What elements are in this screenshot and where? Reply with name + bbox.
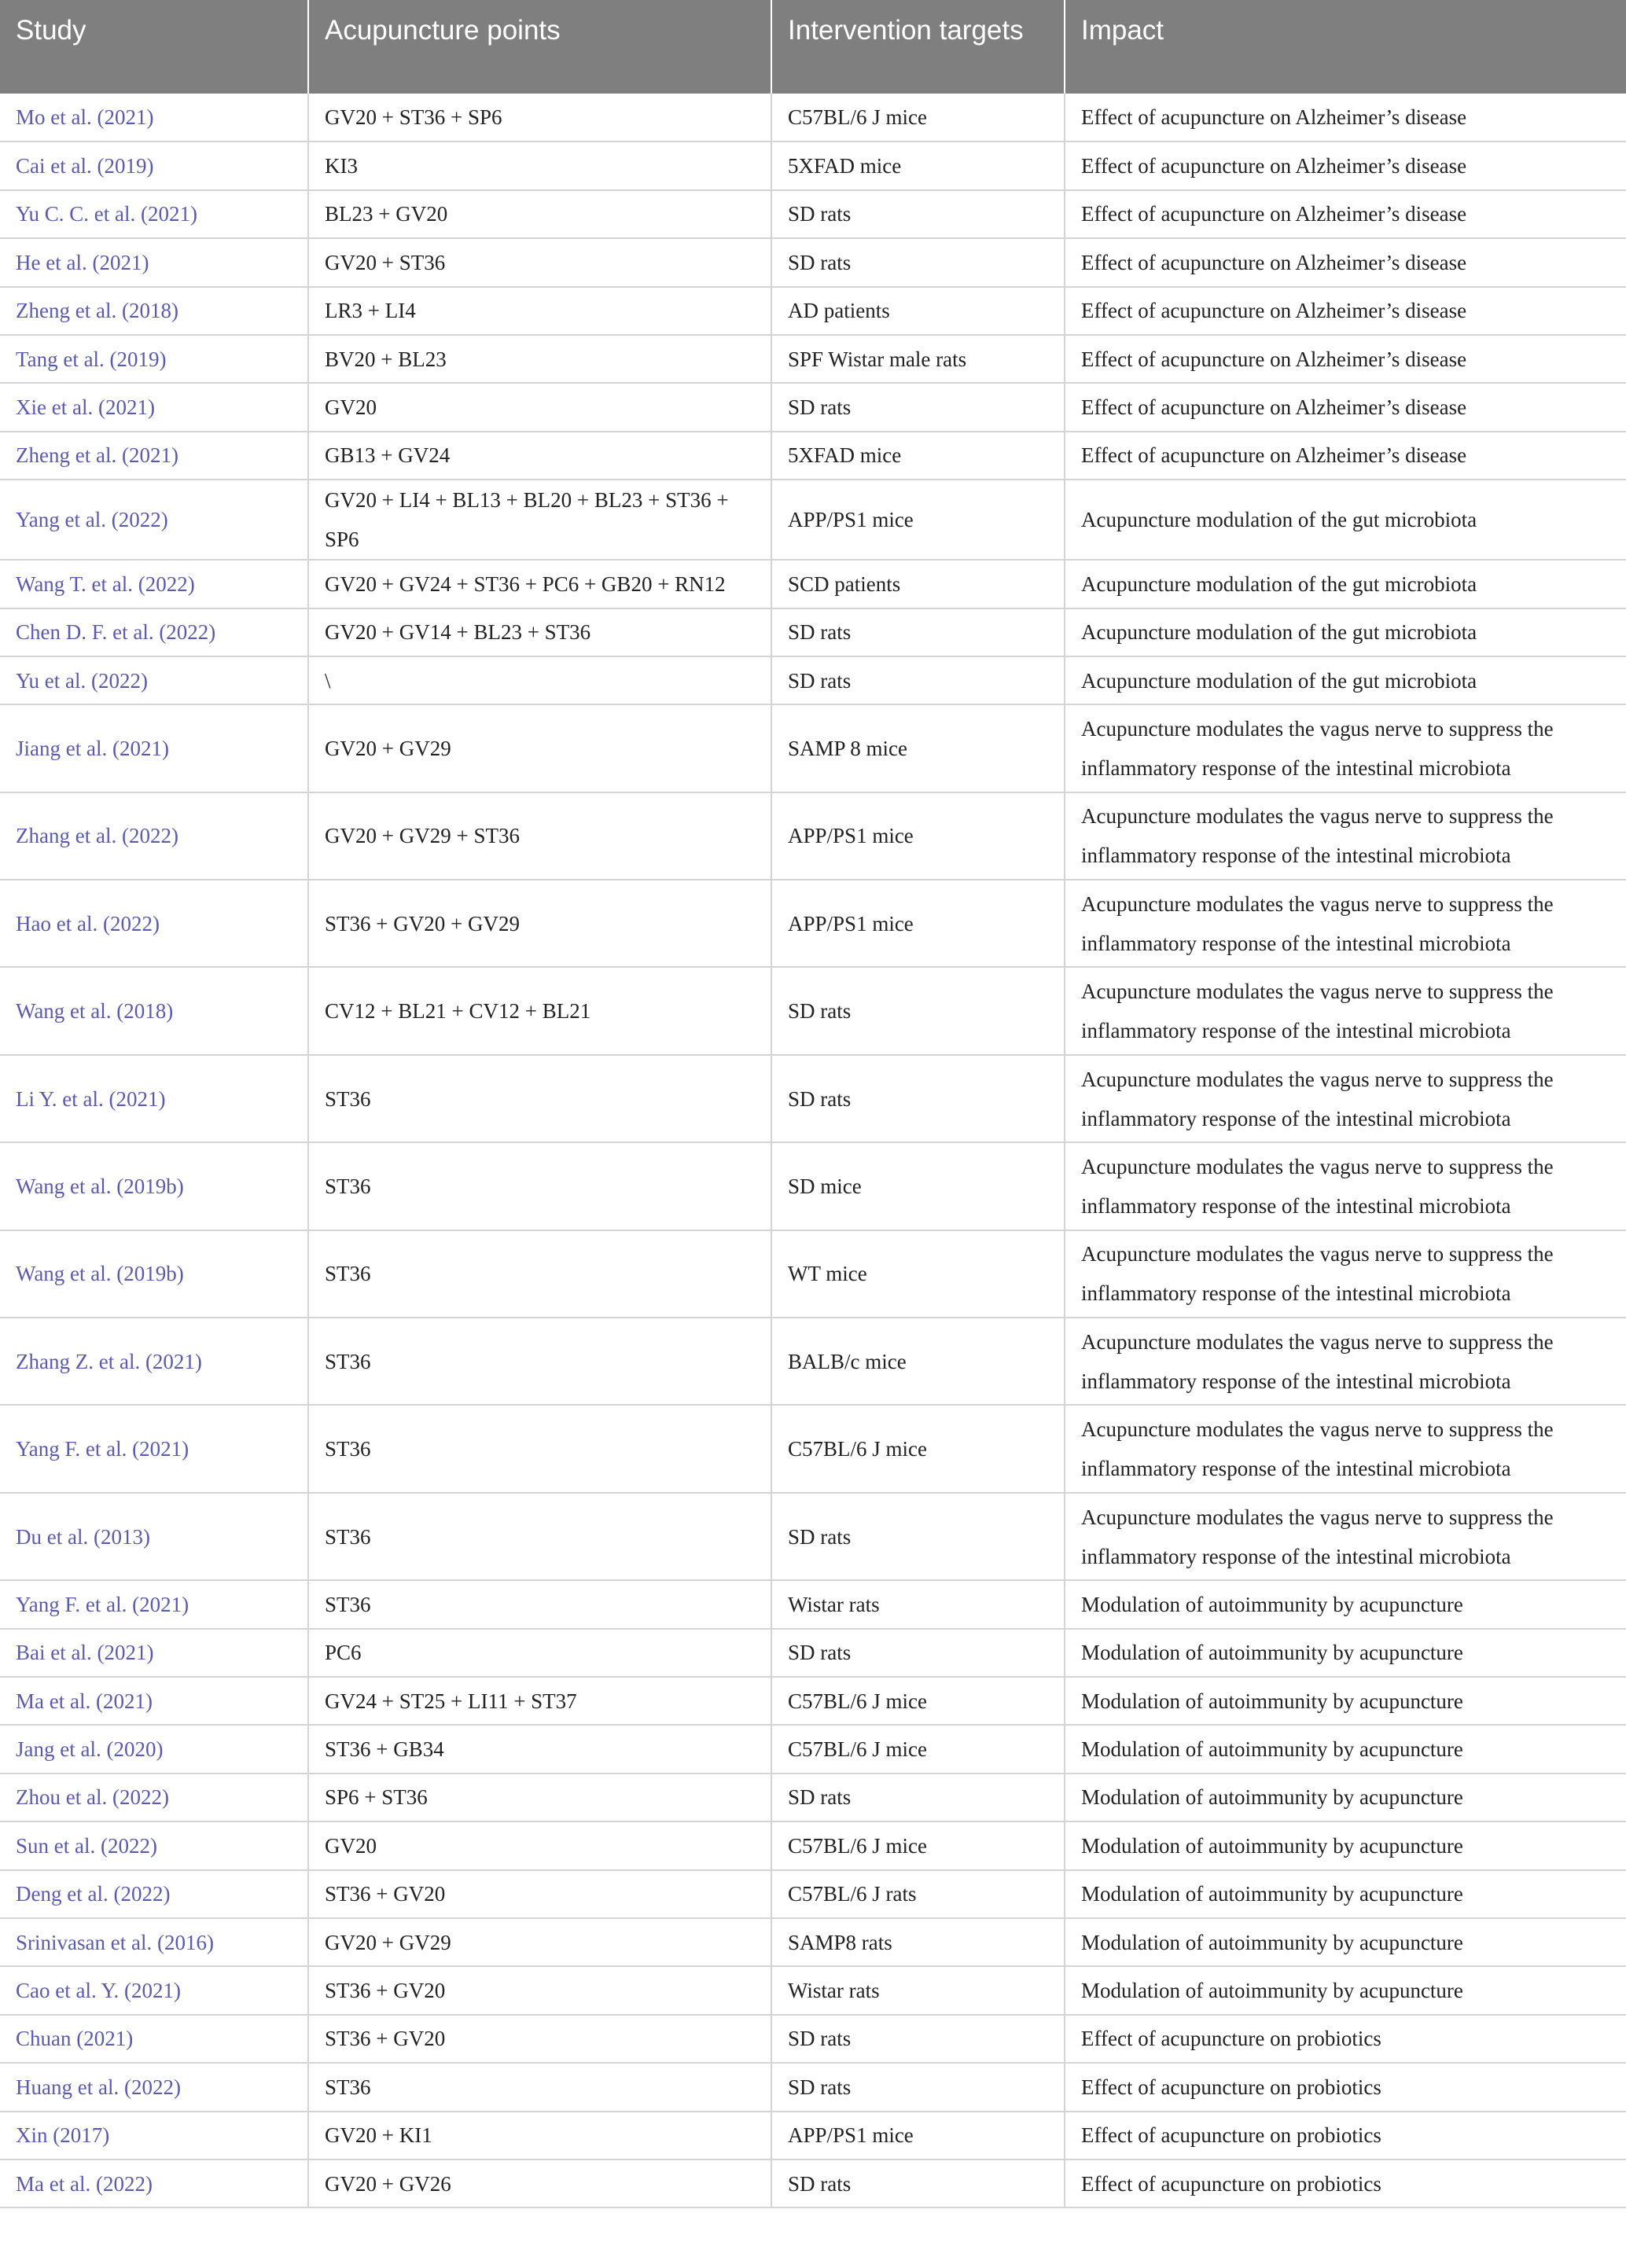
intervention-targets-cell: Wistar rats (771, 1966, 1065, 2014)
study-cell[interactable]: Ma et al. (2022) (0, 2160, 308, 2207)
study-cell[interactable]: Wang et al. (2019b) (0, 1230, 308, 1318)
impact-cell: Acupuncture modulation of the gut microbiota (1065, 608, 1626, 656)
intervention-targets-cell: SD rats (771, 967, 1065, 1054)
table-row (0, 608, 1626, 656)
impact-cell: Effect of acupuncture on Alzheimer’s disease (1065, 432, 1626, 480)
impact-cell: Acupuncture modulates the vagus nerve to suppress the inflammatory response of the intestinal microbiota (1065, 792, 1626, 880)
acupuncture-points-cell: GV20 + GV26 (308, 2160, 771, 2207)
impact-cell: Modulation of autoimmunity by acupuncture (1065, 1870, 1626, 1918)
study-cell[interactable]: Jang et al. (2020) (0, 1725, 308, 1773)
table-row (0, 432, 1626, 480)
intervention-targets-cell: APP/PS1 mice (771, 480, 1065, 560)
table-row (0, 2015, 1626, 2063)
intervention-targets-cell: SAMP 8 mice (771, 704, 1065, 792)
table-row (0, 1629, 1626, 1677)
study-cell[interactable]: Sun et al. (2022) (0, 1821, 308, 1869)
intervention-targets-cell: 5XFAD mice (771, 142, 1065, 189)
intervention-targets-cell: SD rats (771, 1629, 1065, 1677)
intervention-targets-cell: SCD patients (771, 560, 1065, 608)
study-cell[interactable]: Deng et al. (2022) (0, 1870, 308, 1918)
intervention-targets-cell: APP/PS1 mice (771, 792, 1065, 880)
table-row (0, 1405, 1626, 1492)
table-row (0, 1966, 1626, 2014)
study-cell[interactable]: Yu C. C. et al. (2021) (0, 190, 308, 238)
table-row (0, 190, 1626, 238)
header-row (0, 0, 1626, 94)
table-row (0, 2112, 1626, 2160)
table-row (0, 287, 1626, 335)
column-header-impact: Impact (1065, 0, 1626, 94)
impact-cell: Acupuncture modulates the vagus nerve to suppress the inflammatory response of the intestinal microbiota (1065, 1142, 1626, 1230)
impact-cell: Modulation of autoimmunity by acupuncture (1065, 1966, 1626, 2014)
impact-cell: Acupuncture modulation of the gut microbiota (1065, 656, 1626, 704)
intervention-targets-cell: WT mice (771, 1230, 1065, 1318)
study-cell[interactable]: Cai et al. (2019) (0, 142, 308, 189)
acupuncture-points-cell: GB13 + GV24 (308, 432, 771, 480)
acupuncture-points-cell: GV20 + ST36 + SP6 (308, 94, 771, 142)
impact-cell: Modulation of autoimmunity by acupuncture (1065, 1580, 1626, 1628)
table-row (0, 1918, 1626, 1966)
table-row (0, 1055, 1626, 1142)
table-row (0, 1142, 1626, 1230)
impact-cell: Effect of acupuncture on Alzheimer’s disease (1065, 94, 1626, 142)
intervention-targets-cell: 5XFAD mice (771, 432, 1065, 480)
table-row (0, 1870, 1626, 1918)
acupuncture-points-cell: ST36 (308, 1580, 771, 1628)
table-header (0, 0, 1626, 94)
table-row (0, 792, 1626, 880)
impact-cell: Modulation of autoimmunity by acupuncture (1065, 1918, 1626, 1966)
acupuncture-points-cell: KI3 (308, 142, 771, 189)
acupuncture-points-cell: ST36 + GB34 (308, 1725, 771, 1773)
table-row (0, 1774, 1626, 1821)
intervention-targets-cell: SPF Wistar male rats (771, 335, 1065, 383)
intervention-targets-cell: Wistar rats (771, 1580, 1065, 1628)
impact-cell: Modulation of autoimmunity by acupuncture (1065, 1677, 1626, 1725)
study-cell[interactable]: Chen D. F. et al. (2022) (0, 608, 308, 656)
acupuncture-points-cell: ST36 (308, 1055, 771, 1142)
impact-cell: Effect of acupuncture on Alzheimer’s disease (1065, 190, 1626, 238)
intervention-targets-cell: BALB/c mice (771, 1318, 1065, 1405)
impact-cell: Acupuncture modulates the vagus nerve to suppress the inflammatory response of the intestinal microbiota (1065, 1318, 1626, 1405)
impact-cell: Effect of acupuncture on probiotics (1065, 2112, 1626, 2160)
acupuncture-points-cell: GV20 (308, 1821, 771, 1869)
acupuncture-points-cell: ST36 (308, 2063, 771, 2111)
table-row (0, 560, 1626, 608)
acupuncture-points-cell: GV20 + GV14 + BL23 + ST36 (308, 608, 771, 656)
impact-cell: Acupuncture modulates the vagus nerve to suppress the inflammatory response of the intestinal microbiota (1065, 1493, 1626, 1580)
study-cell[interactable]: Du et al. (2013) (0, 1493, 308, 1580)
study-cell[interactable]: Ma et al. (2021) (0, 1677, 308, 1725)
intervention-targets-cell: C57BL/6 J mice (771, 1677, 1065, 1725)
acupuncture-points-cell: ST36 (308, 1318, 771, 1405)
study-cell[interactable]: Yang et al. (2022) (0, 480, 308, 560)
study-cell[interactable]: Mo et al. (2021) (0, 94, 308, 142)
study-cell[interactable]: Huang et al. (2022) (0, 2063, 308, 2111)
impact-cell: Modulation of autoimmunity by acupuncture (1065, 1725, 1626, 1773)
study-cell[interactable]: Tang et al. (2019) (0, 335, 308, 383)
acupuncture-points-cell: ST36 + GV20 + GV29 (308, 880, 771, 967)
intervention-targets-cell: C57BL/6 J mice (771, 94, 1065, 142)
intervention-targets-cell: AD patients (771, 287, 1065, 335)
impact-cell: Acupuncture modulates the vagus nerve to suppress the inflammatory response of the intestinal microbiota (1065, 704, 1626, 792)
acupuncture-points-cell: GV20 + GV29 + ST36 (308, 792, 771, 880)
impact-cell: Acupuncture modulation of the gut microbiota (1065, 560, 1626, 608)
impact-cell: Effect of acupuncture on Alzheimer’s disease (1065, 383, 1626, 431)
acupuncture-points-cell: SP6 + ST36 (308, 1774, 771, 1821)
study-cell[interactable]: Zhang Z. et al. (2021) (0, 1318, 308, 1405)
intervention-targets-cell: SD rats (771, 1055, 1065, 1142)
table-row (0, 1725, 1626, 1773)
intervention-targets-cell: SD rats (771, 1774, 1065, 1821)
column-header-acupuncture-points: Acupuncture points (308, 0, 771, 94)
intervention-targets-cell: SAMP8 rats (771, 1918, 1065, 1966)
table-row (0, 142, 1626, 189)
table-row (0, 1677, 1626, 1725)
study-cell[interactable]: Srinivasan et al. (2016) (0, 1918, 308, 1966)
table-row (0, 2160, 1626, 2207)
intervention-targets-cell: C57BL/6 J mice (771, 1405, 1065, 1492)
acupuncture-points-cell: GV20 + GV29 (308, 1918, 771, 1966)
acupuncture-points-cell: GV20 + GV24 + ST36 + PC6 + GB20 + RN12 (308, 560, 771, 608)
acupuncture-points-cell: GV20 (308, 383, 771, 431)
study-cell[interactable]: Bai et al. (2021) (0, 1629, 308, 1677)
acupuncture-points-cell: ST36 (308, 1230, 771, 1318)
acupuncture-points-cell: \ (308, 656, 771, 704)
study-cell[interactable]: He et al. (2021) (0, 238, 308, 286)
acupuncture-points-cell: ST36 + GV20 (308, 1870, 771, 1918)
table-row (0, 2063, 1626, 2111)
impact-cell: Effect of acupuncture on Alzheimer’s disease (1065, 335, 1626, 383)
intervention-targets-cell: SD rats (771, 2063, 1065, 2111)
study-cell[interactable]: Cao et al. Y. (2021) (0, 1966, 308, 2014)
table-row (0, 1580, 1626, 1628)
acupuncture-points-cell: ST36 + GV20 (308, 2015, 771, 2063)
intervention-targets-cell: APP/PS1 mice (771, 880, 1065, 967)
study-cell[interactable]: Jiang et al. (2021) (0, 704, 308, 792)
intervention-targets-cell: APP/PS1 mice (771, 2112, 1065, 2160)
impact-cell: Acupuncture modulates the vagus nerve to suppress the inflammatory response of the intestinal microbiota (1065, 880, 1626, 967)
study-cell[interactable]: Li Y. et al. (2021) (0, 1055, 308, 1142)
column-header-intervention-targets: Intervention targets (771, 0, 1065, 94)
study-cell[interactable]: Wang T. et al. (2022) (0, 560, 308, 608)
table-row (0, 967, 1626, 1054)
acupuncture-points-cell: GV20 + ST36 (308, 238, 771, 286)
table-body (0, 94, 1626, 2207)
impact-cell: Effect of acupuncture on probiotics (1065, 2063, 1626, 2111)
acupuncture-points-cell: ST36 + GV20 (308, 1966, 771, 2014)
intervention-targets-cell: SD rats (771, 656, 1065, 704)
study-cell[interactable]: Yu et al. (2022) (0, 656, 308, 704)
acupuncture-points-cell: ST36 (308, 1142, 771, 1230)
intervention-targets-cell: SD mice (771, 1142, 1065, 1230)
table-row (0, 704, 1626, 792)
study-cell[interactable]: Zheng et al. (2018) (0, 287, 308, 335)
impact-cell: Effect of acupuncture on Alzheimer’s disease (1065, 238, 1626, 286)
acupuncture-points-cell: BL23 + GV20 (308, 190, 771, 238)
intervention-targets-cell: SD rats (771, 190, 1065, 238)
impact-cell: Acupuncture modulates the vagus nerve to suppress the inflammatory response of the intestinal microbiota (1065, 1055, 1626, 1142)
acupuncture-points-cell: GV20 + KI1 (308, 2112, 771, 2160)
study-cell[interactable]: Yang F. et al. (2021) (0, 1580, 308, 1628)
intervention-targets-cell: C57BL/6 J rats (771, 1870, 1065, 1918)
acupuncture-points-cell: BV20 + BL23 (308, 335, 771, 383)
intervention-targets-cell: SD rats (771, 2160, 1065, 2207)
table-row (0, 1821, 1626, 1869)
table-row (0, 880, 1626, 967)
impact-cell: Modulation of autoimmunity by acupuncture (1065, 1629, 1626, 1677)
intervention-targets-cell: SD rats (771, 1493, 1065, 1580)
impact-cell: Effect of acupuncture on probiotics (1065, 2015, 1626, 2063)
impact-cell: Effect of acupuncture on probiotics (1065, 2160, 1626, 2207)
intervention-targets-cell: SD rats (771, 383, 1065, 431)
table-row (0, 383, 1626, 431)
study-cell[interactable]: Zhang et al. (2022) (0, 792, 308, 880)
study-cell[interactable]: Xie et al. (2021) (0, 383, 308, 431)
intervention-targets-cell: SD rats (771, 2015, 1065, 2063)
impact-cell: Effect of acupuncture on Alzheimer’s disease (1065, 287, 1626, 335)
table-row (0, 1230, 1626, 1318)
acupuncture-points-cell: ST36 (308, 1493, 771, 1580)
column-header-study: Study (0, 0, 308, 94)
intervention-targets-cell: C57BL/6 J mice (771, 1821, 1065, 1869)
table-row (0, 335, 1626, 383)
study-cell[interactable]: Zheng et al. (2021) (0, 432, 308, 480)
study-cell[interactable]: Hao et al. (2022) (0, 880, 308, 967)
acupuncture-points-cell: ST36 (308, 1405, 771, 1492)
study-cell[interactable]: Chuan (2021) (0, 2015, 308, 2063)
impact-cell: Effect of acupuncture on Alzheimer’s disease (1065, 142, 1626, 189)
impact-cell: Acupuncture modulates the vagus nerve to suppress the inflammatory response of the intestinal microbiota (1065, 1405, 1626, 1492)
table-row (0, 1318, 1626, 1405)
table-row (0, 238, 1626, 286)
study-cell[interactable]: Wang et al. (2018) (0, 967, 308, 1054)
acupuncture-points-cell: CV12 + BL21 + CV12 + BL21 (308, 967, 771, 1054)
impact-cell: Acupuncture modulation of the gut microbiota (1065, 480, 1626, 560)
intervention-targets-cell: SD rats (771, 608, 1065, 656)
study-cell[interactable]: Wang et al. (2019b) (0, 1142, 308, 1230)
impact-cell: Modulation of autoimmunity by acupuncture (1065, 1821, 1626, 1869)
acupuncture-points-cell: GV20 + LI4 + BL13 + BL20 + BL23 + ST36 + SP6 (308, 480, 771, 560)
table-row (0, 1493, 1626, 1580)
study-cell[interactable]: Zhou et al. (2022) (0, 1774, 308, 1821)
impact-cell: Acupuncture modulates the vagus nerve to suppress the inflammatory response of the intestinal microbiota (1065, 1230, 1626, 1318)
study-cell[interactable]: Yang F. et al. (2021) (0, 1405, 308, 1492)
acupuncture-points-cell: GV24 + ST25 + LI11 + ST37 (308, 1677, 771, 1725)
intervention-targets-cell: SD rats (771, 238, 1065, 286)
impact-cell: Acupuncture modulates the vagus nerve to suppress the inflammatory response of the intestinal microbiota (1065, 967, 1626, 1054)
table-row (0, 94, 1626, 142)
acupuncture-points-cell: PC6 (308, 1629, 771, 1677)
table-row (0, 656, 1626, 704)
acupuncture-points-cell: LR3 + LI4 (308, 287, 771, 335)
intervention-targets-cell: C57BL/6 J mice (771, 1725, 1065, 1773)
study-cell[interactable]: Xin (2017) (0, 2112, 308, 2160)
acupuncture-points-cell: GV20 + GV29 (308, 704, 771, 792)
impact-cell: Modulation of autoimmunity by acupuncture (1065, 1774, 1626, 1821)
table-row (0, 480, 1626, 560)
